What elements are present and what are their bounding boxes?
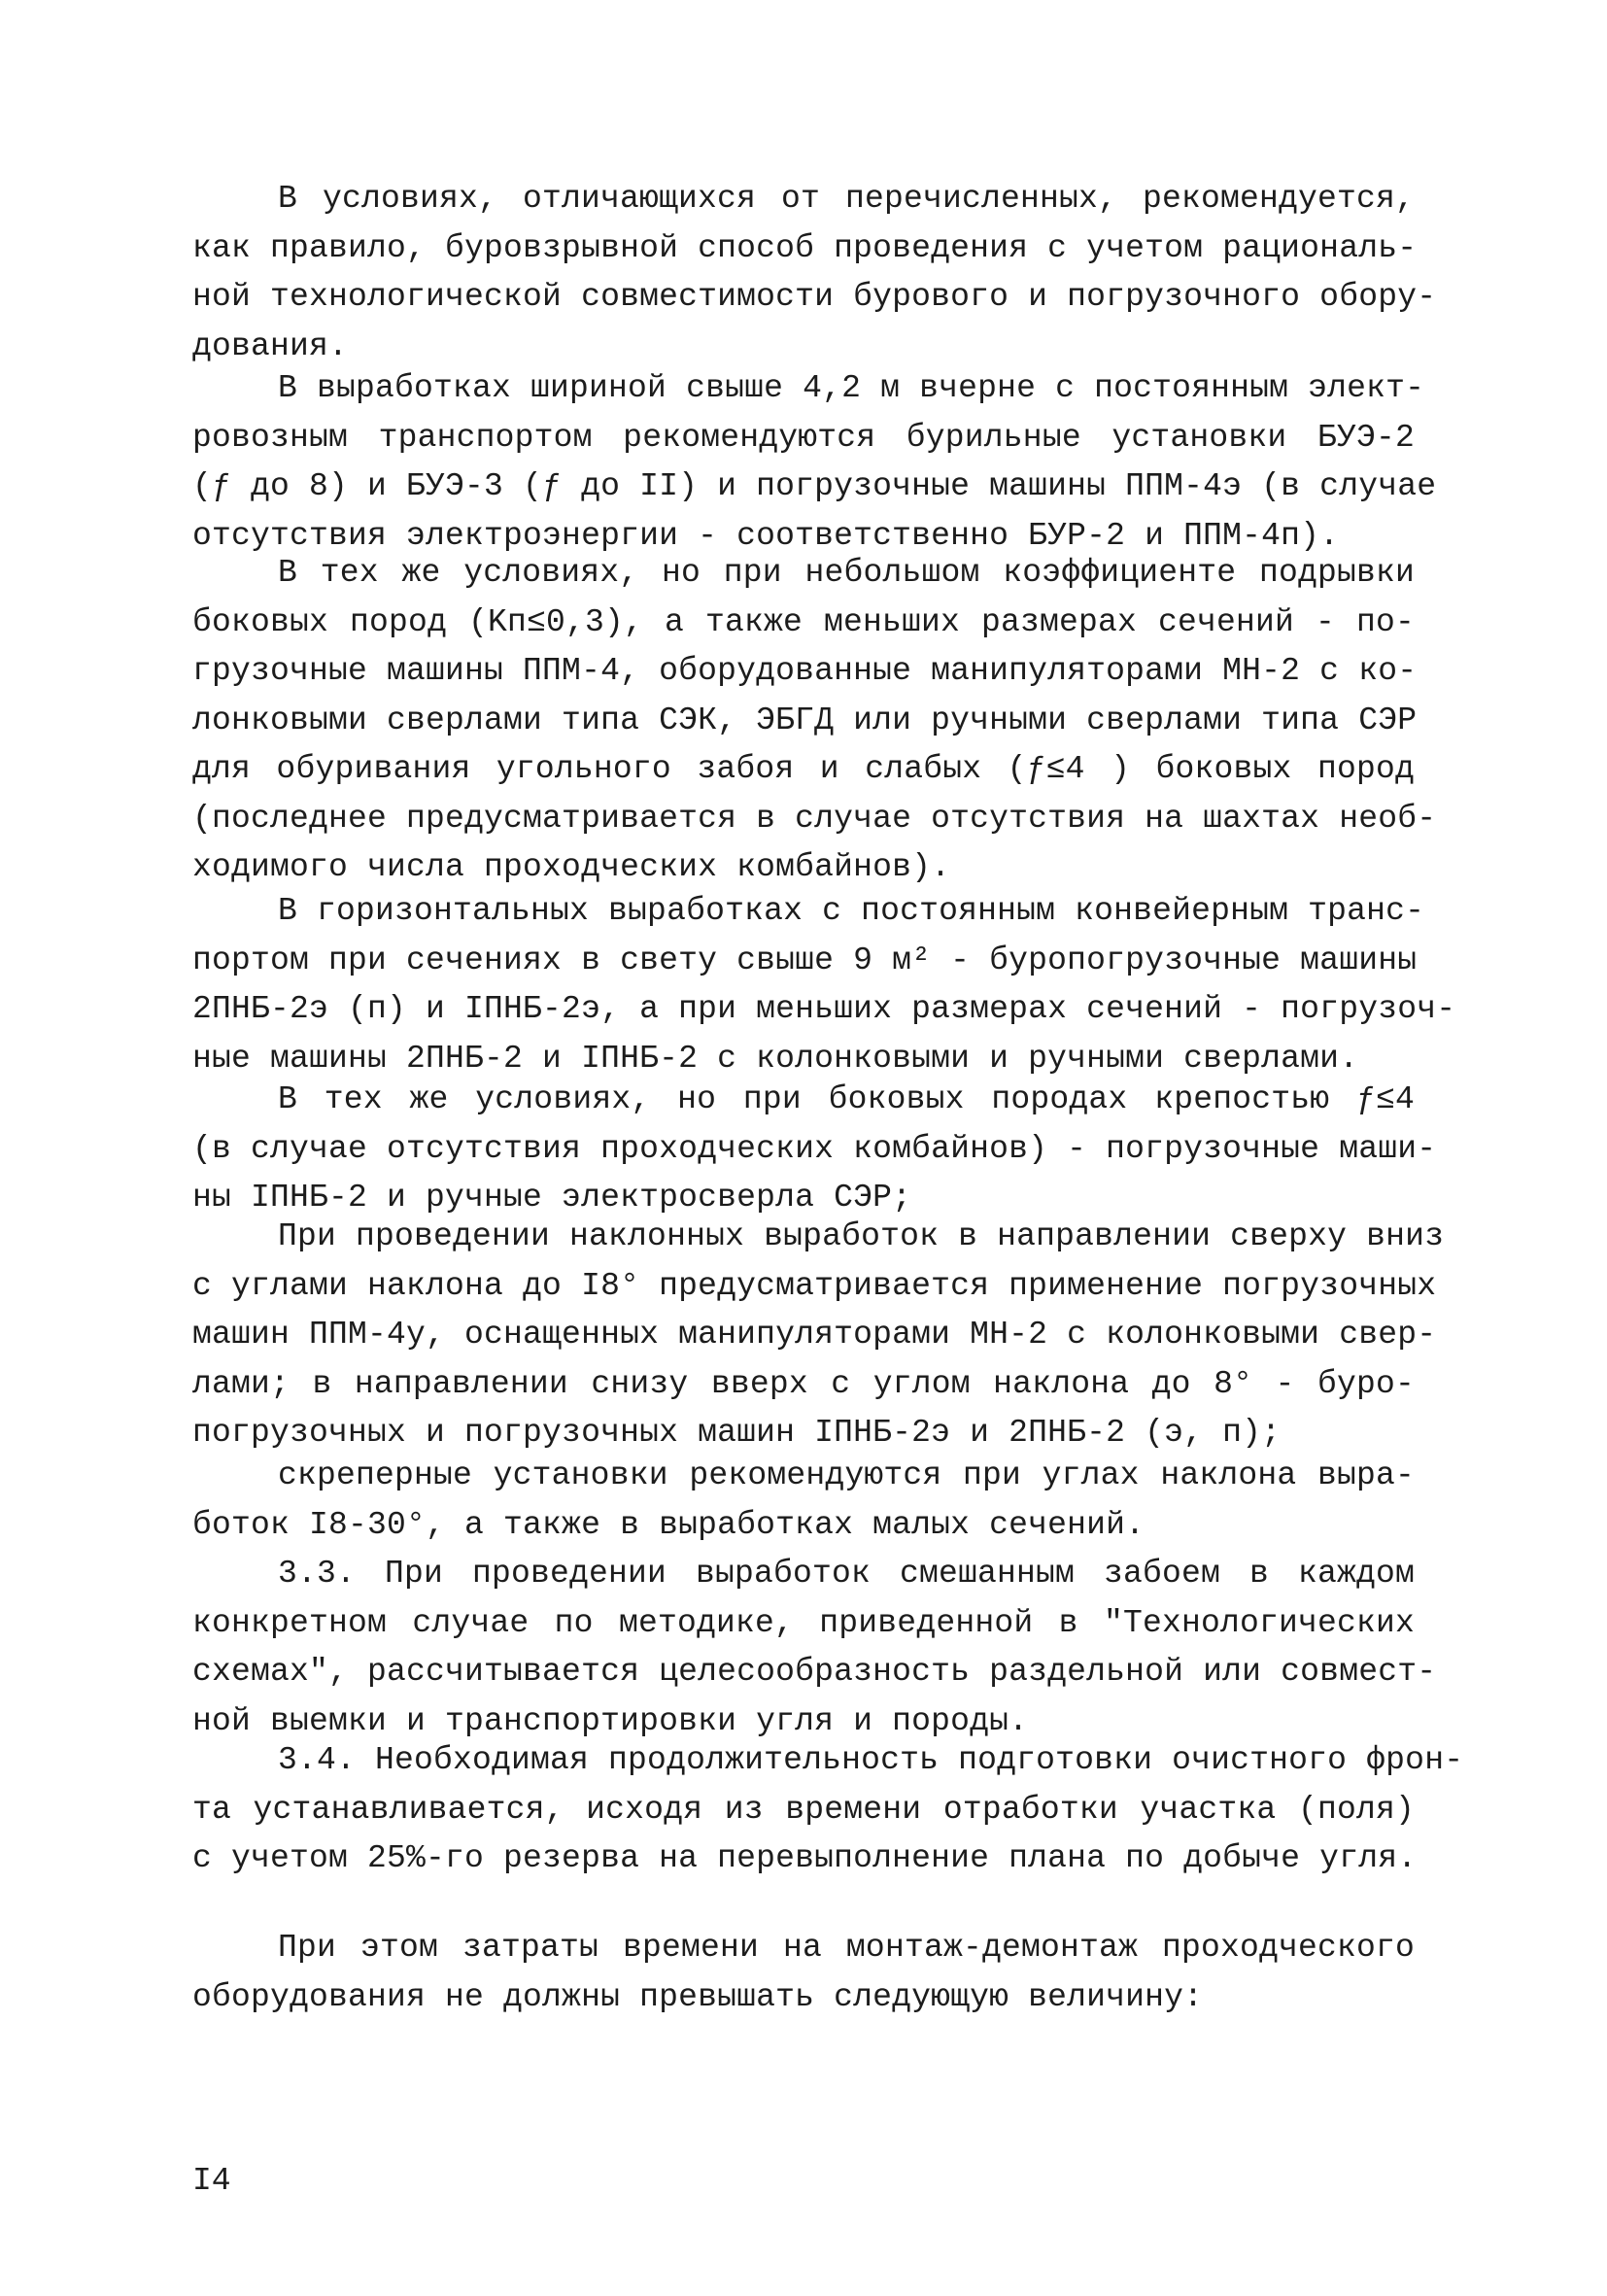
text-line: портом при сечениях в свету свыше 9 м² - буропогрузочные машины: [192, 942, 1418, 978]
text-line: В горизонтальных выработках с постоянным конвейерным транс-: [278, 893, 1425, 929]
text-line: боток I8-30°, а также в выработках малых сечений.: [192, 1506, 1145, 1543]
text-line: как правило, буровзрывной способ проведения с учетом рациональ-: [192, 229, 1418, 266]
text-line: При проведении наклонных выработок в направлении сверху вниз: [278, 1218, 1445, 1254]
text-line: (ƒ до 8) и БУЭ-3 (ƒ до II) и погрузочные машины ППМ-4э (в случае: [192, 468, 1437, 504]
text-line: В тех же условиях, но при боковых породах крепостью ƒ≤4: [278, 1081, 1415, 1117]
text-line: (последнее предусматривается в случае отсутствия на шахтах необ-: [192, 800, 1437, 837]
paragraph-5: [192, 1076, 1437, 1223]
text-line: лонковыми сверлами типа СЭК, ЭБГД или ручными сверлами типа СЭР: [192, 702, 1418, 738]
text-line: В условиях, отличающихся от перечисленных, рекомендуется,: [278, 181, 1415, 217]
text-line: ные машины 2ПНБ-2 и IПНБ-2 с колонковыми и ручными сверлами.: [192, 1040, 1359, 1077]
text-line: отсутствия электроэнергии - соответственно БУР-2 и ППМ-4п).: [192, 517, 1340, 554]
text-line: та устанавливается, исходя из времени отработки участка (поля): [192, 1791, 1415, 1828]
text-line: для обуривания угольного забоя и слабых (ƒ≤4 ) боковых пород: [192, 751, 1415, 787]
text-line: схемах", рассчитывается целесообразность раздельной или совмест-: [192, 1654, 1437, 1690]
text-line: грузочные машины ППМ-4, оборудованные манипуляторами МН-2 с ко-: [192, 653, 1418, 689]
text-line: погрузочных и погрузочных машин IПНБ-2э и 2ПНБ-2 (э, п);: [192, 1415, 1282, 1451]
text-line: При этом затраты времени на монтаж-демонтаж проходческого: [278, 1930, 1415, 1966]
text-line: В выработках шириной свыше 4,2 м вчерне с постоянным элект-: [278, 370, 1425, 406]
text-line: лами; в направлении снизу вверх с углом наклона до 8° - буро-: [192, 1365, 1415, 1402]
text-line: ны IПНБ-2 и ручные электросверла СЭР;: [192, 1180, 912, 1216]
paragraph-3: [192, 549, 1437, 893]
text-line: (в случае отсутствия проходческих комбайнов) - погрузочные маши-: [192, 1130, 1437, 1167]
text-line: ной технологической совместимости бурового и погрузочного обору-: [192, 279, 1437, 315]
text-line: боковых пород (Kп≤0,3), а также меньших размерах сечений - по-: [192, 603, 1415, 640]
text-line: ходимого числа проходческих комбайнов).: [192, 849, 951, 885]
text-line: 2ПНБ-2э (п) и IПНБ-2э, а при меньших размерах сечений - погрузоч-: [192, 991, 1456, 1027]
text-line: оборудования не должны превышать следующую величину:: [192, 1978, 1204, 2015]
text-line: 3.4. Необходимая продолжительность подготовки очистного фрон-: [278, 1742, 1464, 1778]
paragraph-2: [192, 364, 1437, 561]
paragraph-10: [192, 1924, 1415, 2022]
paragraph-4: [192, 887, 1456, 1083]
page-number: I4: [192, 2163, 231, 2199]
paragraph-1: [192, 175, 1437, 371]
text-line: ной выемки и транспортировки угля и породы.: [192, 1702, 1029, 1739]
text-line: 3.3. При проведении выработок смешанным забоем в каждом: [278, 1556, 1415, 1592]
paragraph-9: [192, 1736, 1464, 1884]
paragraph-7: [192, 1452, 1415, 1550]
text-line: конкретном случае по методике, приведенной в "Технологических: [192, 1604, 1415, 1641]
paragraph-8: [192, 1550, 1437, 1746]
text-line: с углами наклона до I8° предусматривается применение погрузочных: [192, 1267, 1437, 1304]
paragraph-6: [192, 1213, 1445, 1458]
text-line: ровозным транспортом рекомендуются бурильные установки БУЭ-2: [192, 419, 1415, 456]
text-line: В тех же условиях, но при небольшом коэффициенте подрывки: [278, 555, 1415, 591]
text-line: машин ППМ-4у, оснащенных манипуляторами МН-2 с колонковыми свер-: [192, 1317, 1437, 1353]
text-line: дования.: [192, 327, 349, 364]
text-line: с учетом 25%-го резерва на перевыполнение плана по добыче угля.: [192, 1840, 1418, 1876]
text-line: скреперные установки рекомендуются при углах наклона выра-: [278, 1457, 1415, 1493]
